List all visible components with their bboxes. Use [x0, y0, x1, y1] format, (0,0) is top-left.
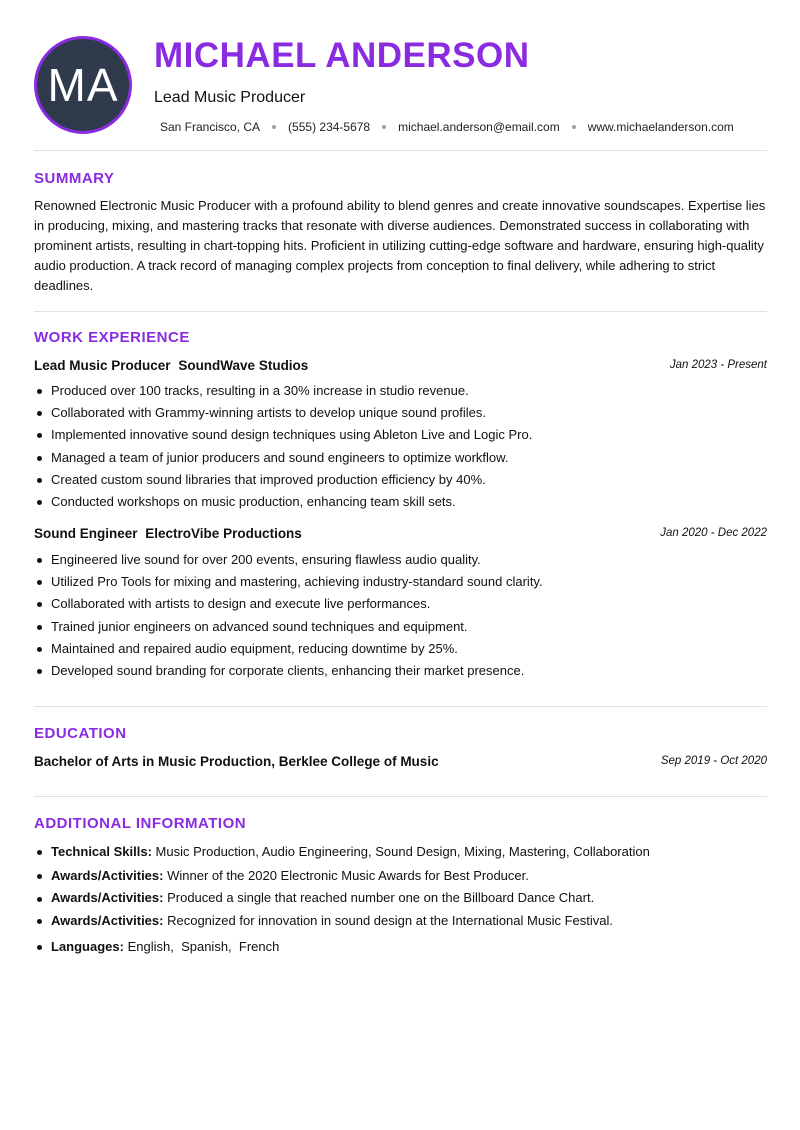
list-item: Engineered live sound for over 200 events, ensuring flawless audio quality. — [34, 549, 767, 571]
separator-dot-icon — [572, 125, 576, 129]
summary-heading: SUMMARY — [34, 170, 115, 187]
list-item — [34, 909, 767, 933]
job-dates: Jan 2020 - Dec 2022 — [660, 527, 767, 539]
list-item: Developed sound branding for corporate clients, enhancing their market presence. — [34, 660, 767, 682]
info-label: Technical Skills: — [51, 844, 152, 859]
job-company: SoundWave Studios — [178, 358, 309, 373]
info-label: Languages: — [51, 938, 124, 954]
additional-information-heading: ADDITIONAL INFORMATION — [34, 815, 247, 832]
job-company: ElectroVibe Productions — [145, 526, 302, 541]
contact-email[interactable]: michael.anderson@email.com — [398, 120, 560, 134]
avatar-initials: MA — [47, 59, 119, 111]
job-header — [34, 358, 767, 376]
contact-location: San Francisco, CA — [160, 120, 261, 134]
separator-dot-icon — [382, 125, 386, 129]
additional-info-list — [34, 840, 767, 958]
job-bullets — [34, 380, 767, 513]
job-bullets — [34, 549, 767, 682]
section-divider — [34, 311, 767, 312]
education-dates: Sep 2019 - Oct 2020 — [660, 755, 767, 767]
info-label: Awards/Activities: — [51, 913, 164, 928]
section-divider — [34, 706, 767, 707]
list-item: Collaborated with artists to design and execute live performances. — [34, 593, 767, 615]
list-item: Maintained and repaired audio equipment, reducing downtime by 25%. — [34, 638, 767, 660]
job-role: Sound Engineer — [34, 526, 138, 541]
job-role: Lead Music Producer — [34, 358, 171, 373]
info-text: Music Production, Audio Engineering, Sound Design, Mixing, Mastering, Collaboration — [155, 844, 650, 859]
info-text: Winner of the 2020 Electronic Music Awards for Best Producer. — [167, 867, 529, 883]
list-item: Created custom sound libraries that improved production efficiency by 40%. — [34, 469, 767, 491]
summary-text: Renowned Electronic Music Producer with a profound ability to blend genres and create innovative soundscapes. Expertise lies in producing, mixing, and mastering tracks that resonate with diverse audiences. Demonstrated success in collaborating with prominent artists, resulting in chart-topping hits. Proficient in utilizing cutting-edge software and hardware, ensuring high-quality audio production. A track record of managing complex projects from conception to final delivery, while adhering to strict deadlines. — [34, 198, 766, 293]
contact-website[interactable]: www.michaelanderson.com — [587, 120, 734, 134]
candidate-title: Lead Music Producer — [154, 89, 306, 106]
work-experience-heading: WORK EXPERIENCE — [34, 329, 190, 346]
job-header — [34, 526, 767, 544]
list-item: Trained junior engineers on advanced sound techniques and equipment. — [34, 616, 767, 638]
avatar — [34, 36, 132, 134]
list-item — [34, 864, 767, 888]
info-label: Awards/Activities: — [51, 867, 164, 883]
list-item — [34, 935, 767, 959]
candidate-name: MICHAEL ANDERSON — [154, 36, 530, 75]
list-item: Produced over 100 tracks, resulting in a 30% increase in studio revenue. — [34, 380, 767, 402]
job-dates: Jan 2023 - Present — [669, 359, 767, 371]
education-degree: Bachelor of Arts in Music Production, Berklee College of Music — [34, 754, 439, 769]
list-item — [34, 887, 767, 909]
list-item: Collaborated with Grammy-winning artists to develop unique sound profiles. — [34, 402, 767, 424]
info-text: English, Spanish, French — [127, 938, 280, 954]
list-item: Implemented innovative sound design techniques using Ableton Live and Logic Pro. — [34, 424, 767, 446]
info-text: Recognized for innovation in sound design at the International Music Festival. — [167, 913, 613, 928]
section-divider — [34, 796, 767, 797]
education-heading: EDUCATION — [34, 725, 127, 742]
list-item — [34, 840, 767, 864]
separator-dot-icon — [272, 125, 276, 129]
section-divider — [34, 150, 767, 151]
contact-phone: (555) 234-5678 — [288, 120, 371, 134]
list-item: Managed a team of junior producers and sound engineers to optimize workflow. — [34, 447, 767, 469]
education-entry — [34, 754, 767, 769]
contact-bar — [160, 120, 734, 134]
info-text: Produced a single that reached number one on the Billboard Dance Chart. — [167, 890, 595, 905]
info-label: Awards/Activities: — [51, 890, 164, 905]
list-item: Conducted workshops on music production, enhancing team skill sets. — [34, 491, 767, 513]
list-item: Utilized Pro Tools for mixing and mastering, achieving industry-standard sound clarity. — [34, 571, 767, 593]
